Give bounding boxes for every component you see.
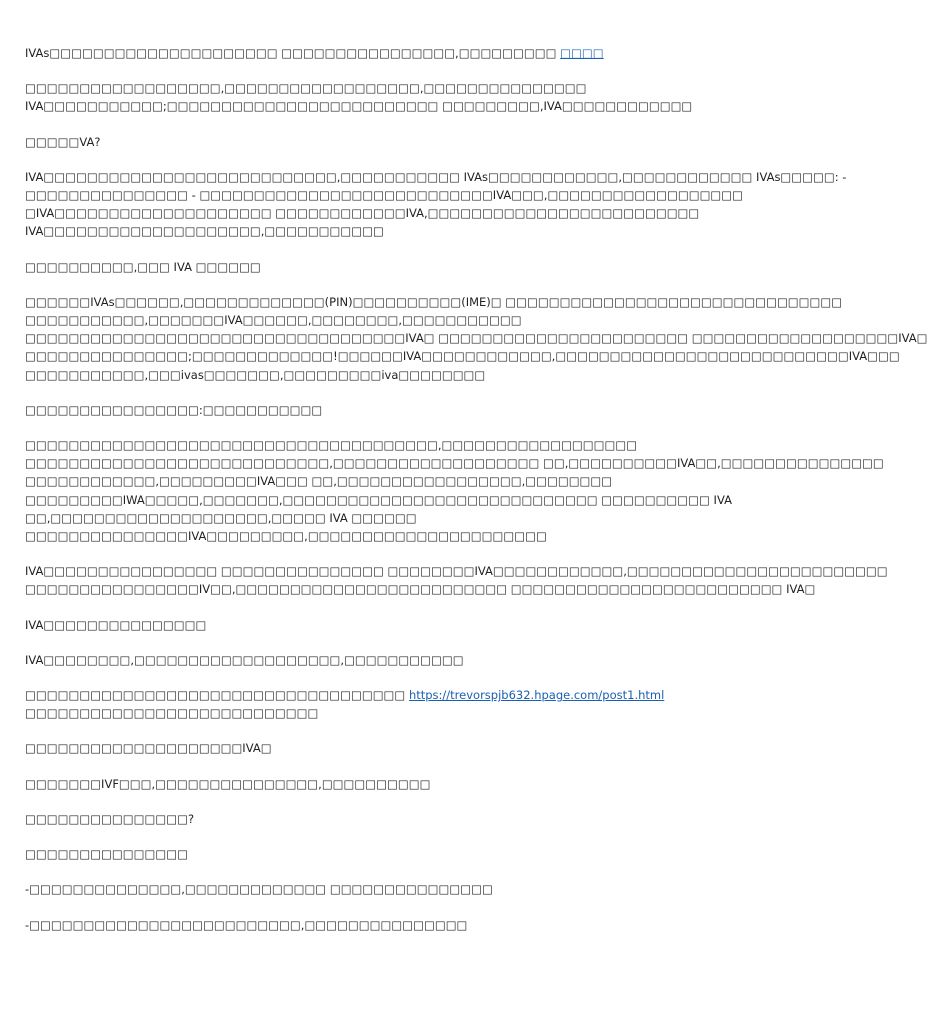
list-item: [25, 916, 690, 934]
inline-link[interactable]: https://trevorspjb632.hpage.com/post1.html: [408, 688, 665, 703]
line-text: □□□□□□□□□IWA□□□□□,□□□□□□□,□□□□□□□□□□□□□□□□□□□□□□□□□□□□□ □□□□□□□□□□ IVA: [25, 492, 732, 507]
line-text: □□□□□□□□□□□□□□□IVA□□□□□□□□□,□□□□□□□□□□□□□□□□□□□□□□: [25, 529, 547, 544]
line-text: □□□□□□□□□□□□□□□□□□,□□□□□□□□□□□□□□□□□□,□□□□□□□□□□□□□□□: [25, 81, 587, 96]
line-text: □□□□□□IVAs□□□□□□,□□□□□□□□□□□□□(PIN)□□□□□□□□□□(IME)□ □□□□□□□□□□□□□□□□□□□□□□□□□□□□□□□: [25, 294, 843, 309]
line-text: □□□□□□□□□□□,□□□ivas□□□□□□□,□□□□□□□□□iva□□□□□□□□: [25, 367, 486, 382]
line-text: □□□□□□□□□□□□□□□ - □□□□□□□□□□□□□□□□□□□□□□□□□□□IVA□□□,□□□□□□□□□□□□□□□□□□: [25, 188, 744, 203]
section-heading: [25, 133, 690, 151]
paragraph: [25, 79, 693, 115]
section-heading: [25, 616, 690, 634]
line-text: IVA□□□□□□□□□□□□□□□: [25, 617, 207, 632]
inline-link[interactable]: □□□□: [560, 46, 604, 60]
line-text: □□□□□□□□□□□□□□□□IV□□,□□□□□□□□□□□□□□□□□□□□□□□□□ □□□□□□□□□□□□□□□□□□□□□□□□□ IVA□: [25, 582, 816, 597]
line-text: □□□□□□□□□□□□□□□;□□□□□□□□□□□□□!□□□□□□IVA□□□□□□□□□□□□,□□□□□□□□□□□□□□□□□□□□□□□□□□□IVA□□□: [25, 349, 900, 364]
line-text: □□□□□□□□□□□□,□□□□□□□□□IVA□□□ □□,□□□□□□□□□□□□□□□□□,□□□□□□□□: [25, 474, 613, 489]
section-heading: [25, 258, 690, 276]
paragraph: [25, 845, 690, 863]
paragraph: [25, 775, 690, 793]
line-text: □□□□□□□□□□□□□□□□□□□□□□□□□□□: [25, 706, 319, 721]
paragraph: [25, 436, 884, 545]
line-text: IVA□□□□□□□□,□□□□□□□□□□□□□□□□□□□,□□□□□□□□□□□: [25, 652, 464, 667]
line-text: □□□□□□□□□□□□□□□?: [25, 811, 195, 826]
line-text: □□□□□□□□□□□□□□□□:□□□□□□□□□□□: [25, 402, 323, 417]
text-line: [25, 44, 690, 62]
line-text: □□□□□□□□□□□□□□□: [25, 847, 188, 862]
line-text: -□□□□□□□□□□□□□□□□□□□□□□□□□,□□□□□□□□□□□□□□□: [25, 917, 468, 932]
line-text: □□□□□□□□□□,□□□ IVA □□□□□□: [25, 259, 261, 274]
line-text: □□□□□□□□□□□□□□□□□□□□□□□□□□□□,□□□□□□□□□□□□□□□□□□□ □□,□□□□□□□□□□IVA□□,□□□□□□□□□□□□□□□: [25, 456, 884, 471]
line-text: IVA□□□□□□□□□□□□□□□□□□□□□□□□□□□,□□□□□□□□□□□ IVAs□□□□□□□□□□□□,□□□□□□□□□□□□ IVAs□□□□□: -: [25, 169, 847, 184]
line-text: -□□□□□□□□□□□□□□,□□□□□□□□□□□□□ □□□□□□□□□□□□□□□: [25, 882, 493, 897]
paragraph: [25, 810, 690, 828]
paragraph: [25, 562, 888, 598]
line-text: □□,□□□□□□□□□□□□□□□□□□□□,□□□□□ IVA □□□□□□: [25, 510, 417, 525]
line-text: IVA□□□□□□□□□□□□□□□□□□□□,□□□□□□□□□□□: [25, 224, 384, 239]
line-text: IVA□□□□□□□□□□□□□□□□ □□□□□□□□□□□□□□□ □□□□□□□□IVA□□□□□□□□□□□□,□□□□□□□□□□□□□□□□□□□□□□□□: [25, 564, 888, 579]
paragraph: [25, 168, 847, 241]
line-text: □□□□□□□□□□□□□□□□□□□□IVA□: [25, 741, 272, 756]
line-text: □IVA□□□□□□□□□□□□□□□□□□□□ □□□□□□□□□□□□IVA,□□□□□□□□□□□□□□□□□□□□□□□□□: [25, 206, 700, 221]
line-text: IVA□□□□□□□□□□□;□□□□□□□□□□□□□□□□□□□□□□□□□ □□□□□□□□□,IVA□□□□□□□□□□□□: [25, 99, 693, 114]
line-text: □□□□□□□□□□□□□□□□□□□□□□□□□□□□□□□□□□□: [25, 688, 409, 703]
line-text: □□□□□□□□□□□,□□□□□□□IVA□□□□□□,□□□□□□□□,□□□□□□□□□□□: [25, 313, 522, 328]
paragraph: [25, 651, 690, 669]
line-text: □□□□□□□□□□□□□□□□□□□□□□□□□□□□□□□□□□□IVA□ □□□□□□□□□□□□□□□□□□□□□□□ □□□□□□□□□□□□□□□□□□□IVA□: [25, 331, 927, 346]
list-item: [25, 880, 690, 898]
line-text: □□□□□□□□□□□□□□□□□□□□□□□□□□□□□□□□□□□□□□,□□□□□□□□□□□□□□□□□□: [25, 438, 638, 453]
text-line: [25, 686, 690, 704]
paragraph: [25, 293, 927, 384]
line-text: □□□□□□□IVF□□□,□□□□□□□□□□□□□□□,□□□□□□□□□□: [25, 776, 431, 791]
line-text: IVAs□□□□□□□□□□□□□□□□□□□□□ □□□□□□□□□□□□□□□□,□□□□□□□□□: [25, 46, 561, 60]
paragraph-intro: [25, 44, 690, 62]
section-heading: [25, 401, 690, 419]
paragraph: [25, 739, 690, 757]
line-text: □□□□□VA?: [25, 134, 101, 149]
paragraph: [25, 686, 690, 722]
